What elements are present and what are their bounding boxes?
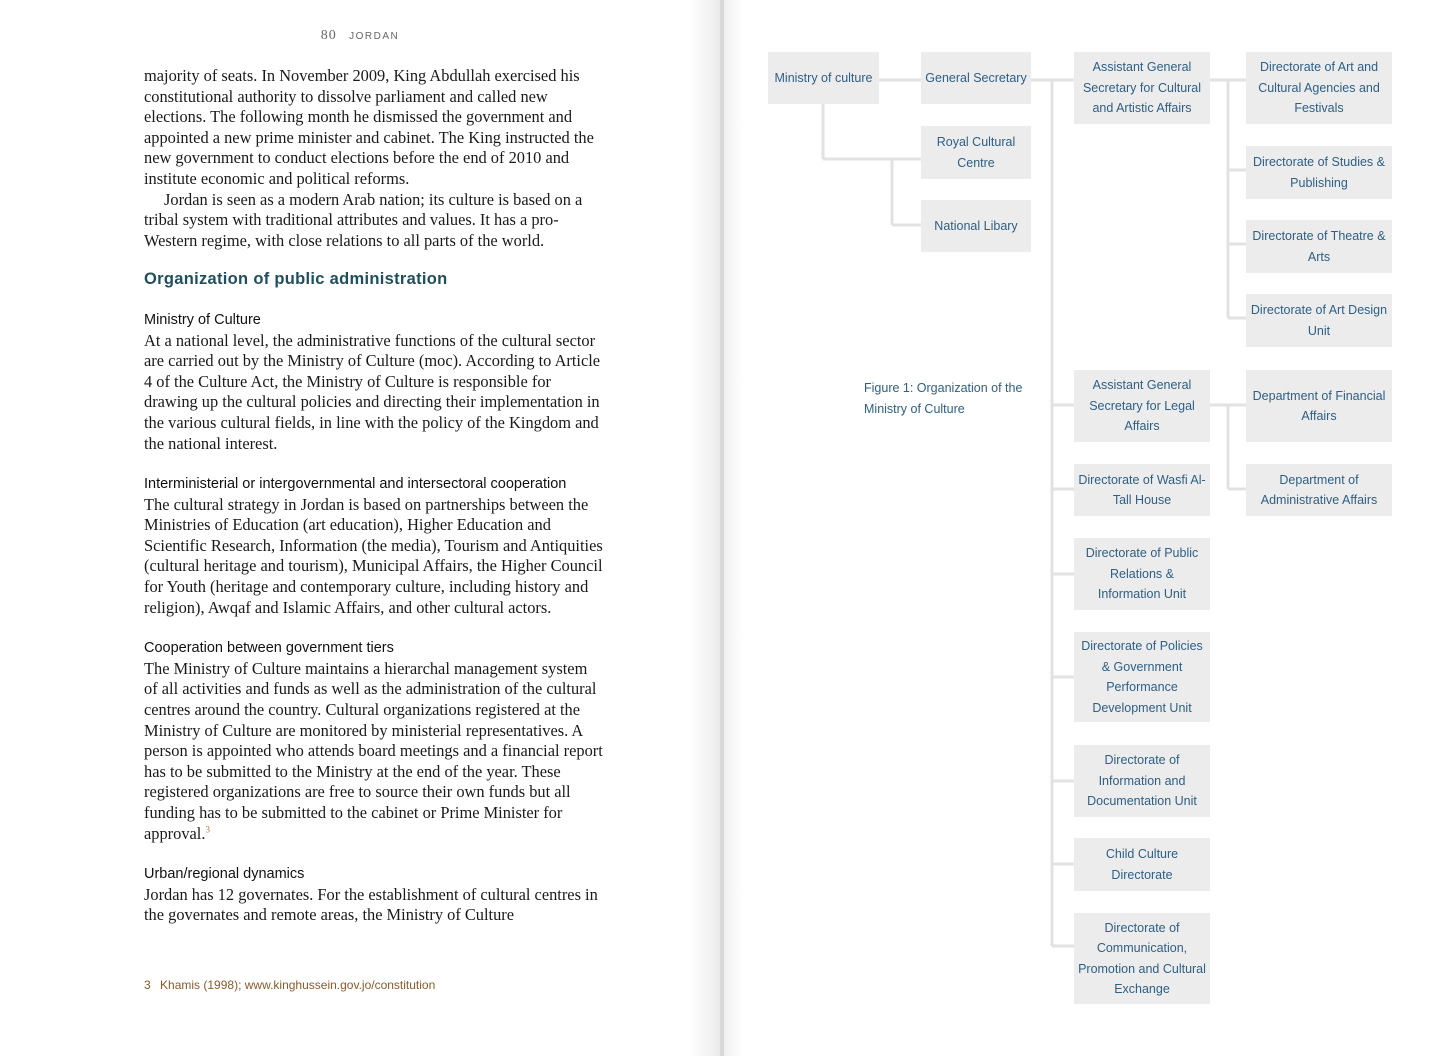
subheading: Ministry of Culture: [144, 311, 261, 328]
paragraph-text: The Ministry of Culture maintains a hierarchal management system of all activities and funds as well as the administration of the cultural centres around the country. Cultural organizations registered at the Ministry of Culture are monitored by ministerial representatives. A person is appointed who attends board meetings and a financial report has to be submitted to the Ministry at the end of the year. These registered organizations are free to source their own funds but all funding has to be submitted to the cabinet or Prime Minister for approval.: [144, 658, 603, 843]
page-number: 80: [320, 28, 337, 43]
org-box-dir-wasfi: Directorate of Wasfi Al-Tall House: [1074, 464, 1210, 516]
footnote-text: Khamis (1998); www.kinghussein.gov.jo/constitution: [160, 978, 436, 992]
footnote-number: 3: [144, 978, 151, 992]
org-box-ministry: Ministry of culture: [768, 52, 879, 104]
section-title: Organization of public administration: [144, 270, 448, 289]
org-box-dept-financial: Department of Financial Affairs: [1246, 370, 1392, 442]
org-box-ag-legal: Assistant General Secretary for Legal Affairs: [1074, 370, 1210, 442]
subheading: Interministerial or intergovernmental and intersectoral cooperation: [144, 476, 567, 493]
paragraph: The cultural strategy in Jordan is based on partnerships between the Ministries of Education (art education), Higher Education and Scientific Research, Information (the media), Tourism and Antiquities (cultural heritage and tourism), Municipal Affairs, the Higher Council for Youth (heritage and contemporary culture, including history and religion), Awqaf and Islamic Affairs, and other cultural actors.: [144, 494, 603, 617]
org-box-ag-cultural: Assistant General Secretary for Cultural and Artistic Affairs: [1074, 52, 1210, 124]
paragraph: Jordan is seen as a modern Arab nation; its culture is based on a tribal system with traditional attributes and values. It has a pro-Western regime, with close relations to all parts of the world.: [144, 189, 583, 250]
org-box-dept-admin: Department of Administrative Affairs: [1246, 464, 1392, 516]
org-box-general-secretary: General Secretary: [921, 52, 1031, 104]
org-box-dir-theatre: Directorate of Theatre & Arts: [1246, 220, 1392, 273]
org-box-national-library: National Libary: [921, 200, 1031, 252]
subheading: Cooperation between government tiers: [144, 640, 394, 657]
paragraph: Jordan has 12 governates. For the establishment of cultural centres in the governates and remote areas, the Ministry of Culture: [144, 884, 598, 925]
org-box-dir-art-design: Directorate of Art Design Unit: [1246, 294, 1392, 347]
figure-caption: Figure 1: Organization of the Ministry of Culture: [864, 381, 1023, 416]
footnote-ref[interactable]: 3: [205, 824, 210, 835]
org-box-child-culture: Child Culture Directorate: [1074, 838, 1210, 891]
org-box-dir-public-relations: Directorate of Public Relations & Information Unit: [1074, 538, 1210, 610]
paragraph: majority of seats. In November 2009, King Abdullah exercised his constitutional authority to dissolve parliament and called new elections. The following month he dismissed the government and appointed a new prime minister and cabinet. The King instructed the new government to conduct elections before the end of 2010 and institute economic and political reforms.: [144, 66, 594, 188]
org-box-royal-cultural-centre: Royal Cultural Centre: [921, 126, 1031, 179]
paragraph: At a national level, the administrative functions of the cultural sector are carried out by the Ministry of Culture (moc). According to Article 4 of the Culture Act, the Ministry of Culture is responsible for drawing up the cultural policies and directing their implementation in the various cultural fields, in line with the policy of the Kingdom and the national interest.: [144, 330, 601, 453]
org-box-dir-studies: Directorate of Studies & Publishing: [1246, 146, 1392, 199]
org-box-dir-art-agencies: Directorate of Art and Cultural Agencies and Festivals: [1246, 52, 1392, 124]
org-box-dir-information: Directorate of Information and Documentation Unit: [1074, 745, 1210, 817]
org-box-dir-communication: Directorate of Communication, Promotion and Cultural Exchange: [1074, 913, 1210, 1004]
subheading: Urban/regional dynamics: [144, 866, 305, 883]
chapter-name: JORDAN: [349, 31, 400, 42]
org-box-dir-policies: Directorate of Policies & Government Performance Development Unit: [1074, 632, 1210, 722]
